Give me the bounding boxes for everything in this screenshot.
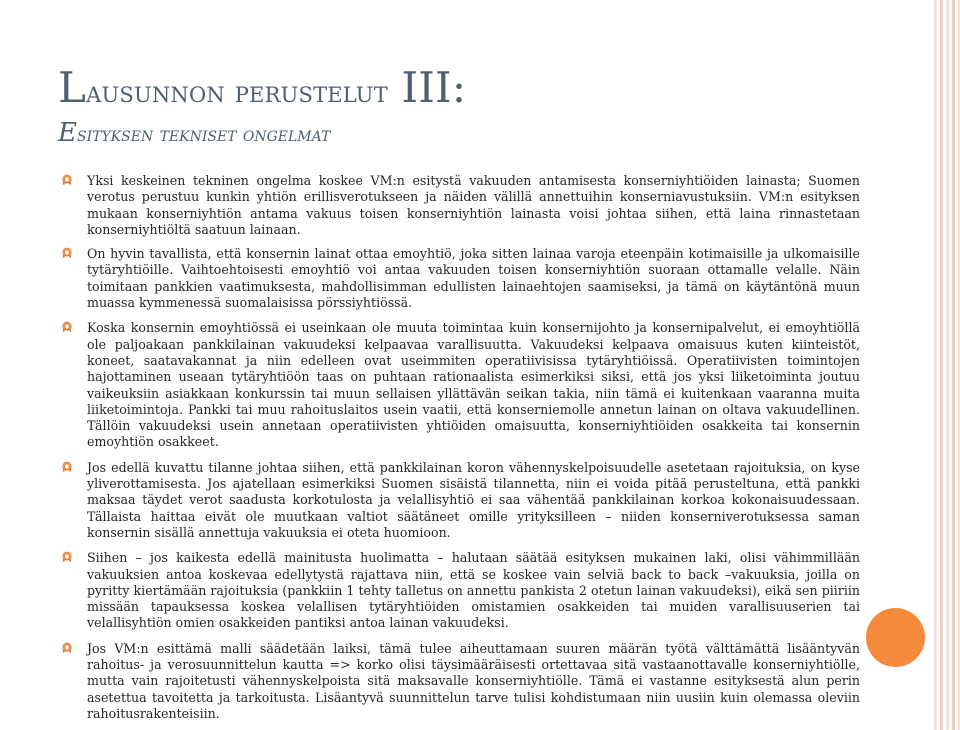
title-line-1-rest: ausunnon perustelut (86, 75, 388, 110)
paragraph-text: Koska konsernin emoyhtiössä ei useinkaan ole muuta toimintaa kuin konsernijohto ja konsernipalvelut, ei emoyhtiöllä ole paljoakaan pankkilainan vakuudeksi kelpaavaa varallisuutta. Vakuudeksi kelpaava omaisuus kuten kiinteistöt, koneet, saatavakannat ja niin edelleen ovat useimmiten operatiivisissa tytäryhtiöissä. Operatiivisten toimintojen hajottaminen useaan tytäryhtiöön taas on puhtaan rationaalista esimerkiksi siksi, että jos yksi liiketoiminta joutuu vaikeuksiin asiakkaan konkurssin tai muun sellaisen yllättävän seikan takia, niin tämä ei kuitenkaan vaaranna muita liiketoimintoja. Pankki tai muu rahoituslaitos usein vaatii, että konserniemolle annetun lainan on oltava vakuudellinen. Tällöin vakuudeksi usein annetaan operatiivisten yhtiöiden omaisuutta, konserniyhtiöiden osakkeita tai konsernin emoyhtiön osakkeet. (87, 320, 860, 450)
omega-bullet-icon (62, 551, 72, 562)
decorative-orange-circle (866, 608, 925, 667)
list-item (62, 550, 860, 631)
title-line-1 (58, 62, 878, 119)
list-item (62, 246, 860, 311)
omega-bullet-icon (62, 642, 72, 653)
omega-bullet-icon (62, 247, 72, 258)
title-line-1-suffix: III: (387, 63, 467, 112)
decorative-stripes (934, 0, 960, 730)
bullet-list (62, 173, 860, 722)
list-item (62, 641, 860, 722)
slide-title (58, 62, 878, 150)
paragraph-text: Yksi keskeinen tekninen ongelma koskee VM:n esitystä vakuuden antamisesta konserniyhtiöiden lainasta; Suomen verotus perustuu kunkin yhtiön erillisverotukseen ja näiden välillä annettuihin konserniavustuksiin. VM:n esityksen mukaan konserniyhtiön antama vakuus toisen konserniyhtiön lainasta voisi johtaa siihen, että laina rinnastetaan konserniyhtiöltä saatuun lainaan. (87, 173, 860, 237)
title-line-1-initial: L (58, 63, 87, 112)
paragraph-text: Siihen – jos kaikesta edellä mainitusta huolimatta – halutaan säätää esityksen mukainen laki, olisi vähimmillään vakuuksien antoa koskevaa edellytystä rajattava niin, että se koskee vain selviä back to back –vakuuksia, joilla on pyritty kiertämään rajoituksia (pankkiin 1 tehty talletus on annettu pankista 2 otetun lainan vakuudeksi), eikä sen piiriin missään tapauksessa koskea velallisen tytäryhtiöiden omistamien osakkeiden tai muiden varallisuuserien tai velallisyhtiön omien osakkeiden pantiksi antoa lainan vakuudeksi. (87, 550, 860, 631)
omega-bullet-icon (62, 174, 72, 185)
list-item (62, 320, 860, 450)
title-line-2-initial: E (58, 118, 77, 148)
paragraph-text: Jos edellä kuvattu tilanne johtaa siihen, että pankkilainan koron vähennyskelpoisuudelle asetetaan rajoituksia, on kyse yliverottamisesta. Jos ajatellaan esimerkiksi Suomen sisäistä tilannetta, niin ei voida pitää perusteltuna, että pankki maksaa täydet verot saadusta korkotulosta ja velallisyhtiö ei saa vähentää pankkilainan korkoa kokonaisuudessaan. Tällaista haittaa eivät ole muutkaan valtiot säätäneet omille yrityksilleen – niiden konserniverotuksessa saman konsernin sisällä annettuja vakuuksia ei oteta huomioon. (87, 459, 860, 540)
omega-bullet-icon (62, 461, 72, 472)
paragraph-text: On hyvin tavallista, että konsernin lainat ottaa emoyhtiö, joka sitten lainaa varoja eteenpäin kotimaisille ja ulkomaisille tytäryhtiöille. Vaihtoehtoisesti emoyhtiö voi antaa vakuuden toisen konserniyhtiön suoraan ottamalle velalle. Näin toimitaan pankkien vaatimuksesta, mahdollisimman edullisten lainaehtojen saamiseksi, ja tämä on käytäntönä muun muassa kymmenessä suomalaisissa pörssiyhtiössä. (87, 246, 860, 311)
list-item (62, 460, 860, 541)
title-line-2 (58, 117, 878, 150)
paragraph-text: Jos VM:n esittämä malli säädetään laiksi, tämä tulee aiheuttamaan suuren määrän työtä välttämättä lisääntyvän rahoitus- ja verosuunnittelun kautta => korko olisi täysimääräisesti ortettavaa sitä vastaanottavalle konserniyhtiölle, mutta vain rajoitetusti vähennyskelpoista sitä maksavalle konserniyhtiölle. Tämä ei vastanne esityksestä alun perin asetettua tavoitetta ja tarkoitusta. Lisäantyvä suunnittelun tarve tulisi kohdistumaan niin uusiin kuin olemassa oleviin rahoitusrakenteisiin. (87, 640, 860, 721)
omega-bullet-icon (62, 321, 72, 332)
title-line-2-rest: sityksen tekniset ongelmat (76, 122, 331, 146)
list-item (62, 173, 860, 238)
